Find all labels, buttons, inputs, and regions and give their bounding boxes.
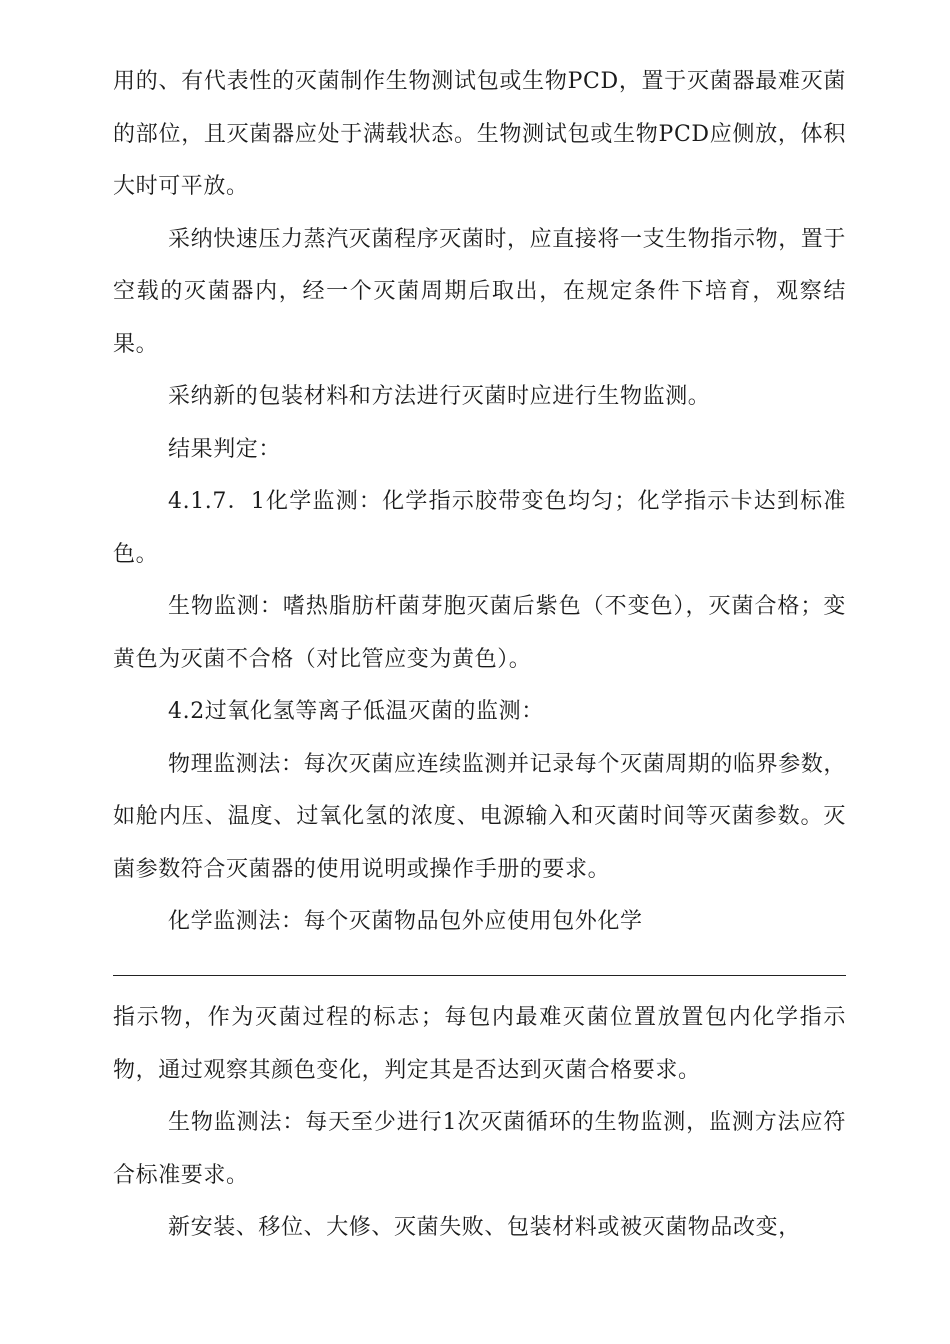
paragraph-result-judgement: 结果判定： <box>168 436 282 462</box>
paragraph-bio-test-pack-placement: 用的、有代表性的灭菌制作生物测试包或生物PCD，置于灭菌器最难灭菌的部位，且灭菌器应处于满载状态。生物测试包或生物PCD应侧放，体积大时可平放。 <box>113 69 846 199</box>
paragraph-new-packaging: 采纳新的包装材料和方法进行灭菌时应进行生物监测。 <box>168 384 711 409</box>
paragraph-flash-sterilization: 采纳快速压力蒸汽灭菌程序灭菌时，应直接将一支生物指示物，置于空载的灭菌器内，经一个灭菌周期后取出，在规定条件下培育，观察结果。 <box>113 226 847 357</box>
document-body-top <box>113 56 846 949</box>
paragraph-new-installation: 新安装、移位、大修、灭菌失败、包装材料或被灭菌物品改变， <box>168 1215 801 1240</box>
paragraph-chemical-method-start: 化学监测法：每个灭菌物品包外应使用包外化学 <box>168 909 643 934</box>
paragraph-biological-method: 生物监测法：每天至少进行1次灭菌循环的生物监测，监测方法应符合标准要求。 <box>113 1110 846 1188</box>
paragraph-physical-monitoring: 物理监测法：每次灭菌应连续监测并记录每个灭菌周期的临界参数，如舱内压、温度、过氧化氢的浓度、电源输入和灭菌时间等灭菌参数。灭菌参数符合灭菌器的使用说明或操作手册的要求。 <box>113 751 847 882</box>
page-divider <box>113 975 846 976</box>
paragraph-chemical-method-continued: 指示物，作为灭菌过程的标志；每包内最难灭菌位置放置包内化学指示物，通过观察其颜色变化，判定其是否达到灭菌合格要求。 <box>113 1005 846 1083</box>
section-heading-4-2: 4.2过氧化氢等离子低温灭菌的监测： <box>168 699 544 724</box>
paragraph-biological-monitoring: 生物监测：嗜热脂肪杆菌芽胞灭菌后紫色（不变色），灭菌合格；变黄色为灭菌不合格（对比管应变为黄色）。 <box>113 594 846 672</box>
paragraph-chemical-monitoring: 4.1.7．1化学监测：化学指示胶带变色均匀；化学指示卡达到标准色。 <box>113 489 846 567</box>
document-body-bottom <box>113 992 846 1255</box>
